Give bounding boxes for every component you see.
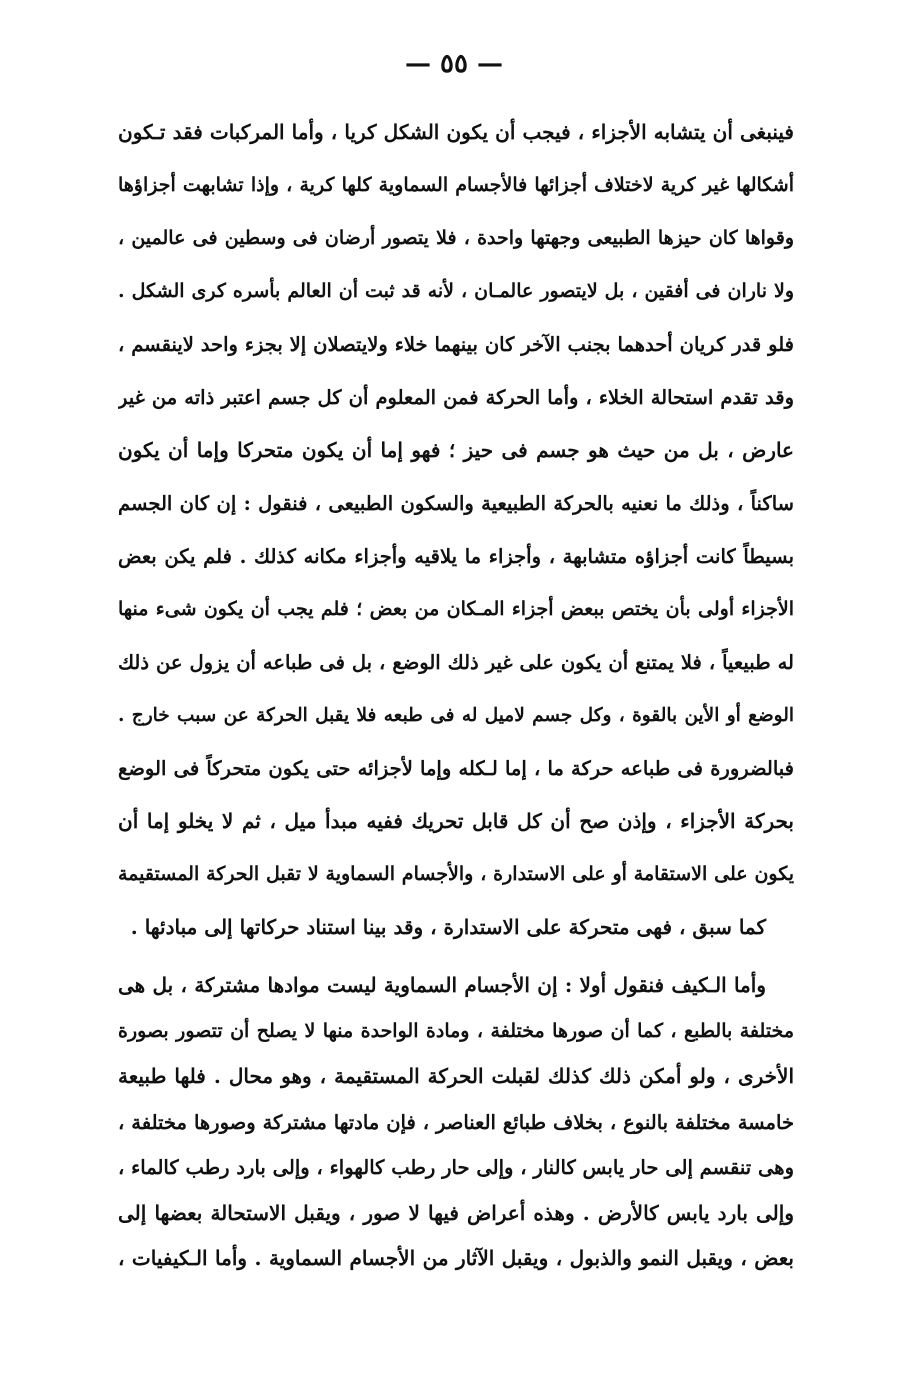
text-line: فبالضرورة فى طباعه حركة ما ، إما لـكله وإما لأجزائه حتى يكون متحركاً فى الوضع	[118, 757, 794, 780]
text-line: له طبيعياً ، فلا يمتنع أن يكون على غير ذلك الوضع ، بل فى طباعه أن يزول عن ذلك	[118, 651, 794, 674]
text-line-first: وأما الـكيف فنقول أولا : إن الأجسام السماوية ليست موادها مشتركة ، بل هى	[118, 973, 766, 997]
text-line: وإلى بارد يابس كالأرض . وهذه أعراض فيها لا صور ، ويقبل الاستحالة بعضها إلى	[118, 1200, 794, 1225]
text-line: خامسة مختلفة بالنوع ، بخلاف طبائع العناصر ، فإن مادتها مشتركة وصورها مختلفة ،	[118, 1110, 794, 1134]
text-line: وقواها كان حيزها الطبيعى وجهتها واحدة ، فلا يتصور أرضان فى وسطين فى عالمين ،	[118, 227, 794, 249]
text-line-last: كما سبق ، فهى متحركة على الاستدارة ، وقد بينا استناد حركاتها إلى مبادئها .	[130, 915, 766, 939]
text-line: يكون على الاستقامة أو على الاستدارة ، والأجسام السماوية لا تقبل الحركة المستقيمة	[118, 863, 794, 885]
paragraph-2	[118, 968, 794, 1287]
page-number: — ٥٥ —	[404, 49, 504, 79]
text-line: الأخرى ، ولو أمكن ذلك كذلك لقبلت الحركة المستقيمة ، وهو محال . فلها طبيعة	[118, 1064, 794, 1088]
text-line: وهى تنقسم إلى حار يابس كالنار ، وإلى حار رطب كالهواء ، وإلى بارد رطب كالماء ،	[118, 1156, 794, 1179]
text-line: بسيطاً كانت أجزاؤه متشابهة ، وأجزاء ما يلاقيه وأجزاء مكانه كذلك . فلم يكن بعض	[118, 545, 794, 568]
text-line: وقد تقدم استحالة الخلاء ، وأما الحركة فمن المعلوم أن كل جسم اعتبر ذاته من غير	[118, 386, 794, 409]
text-line: فلو قدر كريان أحدهما بجنب الآخر كان بينهما خلاء ولايتصلان إلا بجزء واحد لاينقسم ،	[118, 333, 794, 356]
text-line: بحركة الأجزاء ، وإذن صح أن كل قابل تحريك ففيه مبدأ ميل ، ثم لا يخلو إما أن	[118, 809, 794, 833]
text-line: الأجزاء أولى بأن يختص ببعض أجزاء المـكان من بعض ؛ فلم يجب أن يكون شىء منها	[118, 598, 794, 620]
text-line: الوضع أو الأين بالقوة ، وكل جسم لاميل له فى طبعه فلا يقبل الحركة عن سبب خارج .	[118, 705, 794, 726]
text-line: فينبغى أن يتشابه الأجزاء ، فيجب أن يكون الشكل كريا ، وأما المركبات فقد تـكون	[118, 120, 794, 144]
text-line: أشكالها غير كرية لاختلاف أجزائها فالأجسام السماوية كلها كرية ، وإذا تشابهت أجزاؤها	[118, 174, 794, 196]
text-line: ساكناً ، وذلك ما نعنيه بالحركة الطبيعية والسكون الطبيعى ، فنقول : إن كان الجسم	[118, 492, 794, 515]
text-line: مختلفة بالطبع ، كما أن صورها مختلفة ، ومادة الواحدة منها لا يصلح أن تتصور بصورة	[118, 1019, 794, 1042]
text-line: بعض ، ويقبل النمو والذبول ، ويقبل الآثار من الأجسام السماوية . وأما الـكيفيات ،	[118, 1246, 794, 1270]
text-line: ولا ناران فى أفقين ، بل لايتصور عالمـان ، لأنه قد ثبت أن العالم بأسره كرى الشكل .	[118, 280, 794, 302]
paragraph-1	[118, 113, 794, 961]
text-line: عارض ، بل من حيث هو جسم فى حيز ؛ فهو إما أن يكون متحركا وإما أن يكون	[118, 438, 794, 462]
